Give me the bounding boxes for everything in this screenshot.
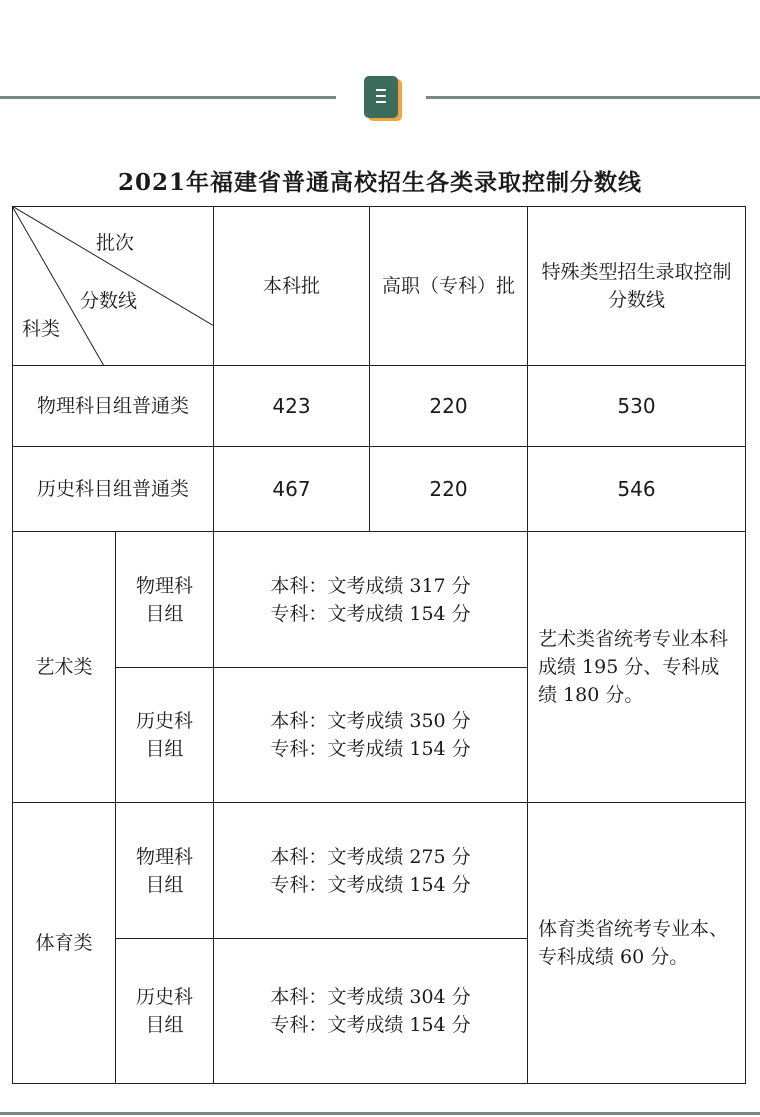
row-history-undergraduate: 467 (213, 446, 370, 532)
row-history-special: 546 (527, 446, 746, 532)
page-title: 2021年福建省普通高校招生各类录取控制分数线 (117, 169, 642, 196)
pe-history-subgroup: 历史科目组 (115, 938, 214, 1084)
art-history-subgroup: 历史科目组 (115, 667, 214, 803)
pe-physics-subgroup: 物理科目组 (115, 802, 214, 939)
pe-physics-vocational-score: 专科：文考成绩 154 分 (270, 873, 471, 896)
decorative-rule-right (426, 96, 760, 99)
decorative-rule-left (0, 96, 336, 99)
art-professional-note: 艺术类省统考专业本科成绩 195 分、专科成绩 180 分。 (527, 531, 746, 803)
art-physics-vocational-score: 专科：文考成绩 154 分 (270, 602, 471, 625)
row-physics-label: 物理科目组普通类 (12, 365, 214, 447)
art-history-vocational-score: 专科：文考成绩 154 分 (270, 738, 471, 760)
pe-history-scores (213, 938, 528, 1084)
header-category-label: 科类 (22, 318, 61, 340)
header-vocational: 高职（专科）批 (369, 206, 528, 366)
row-physics-undergraduate: 423 (213, 365, 370, 447)
row-physics-special: 530 (527, 365, 746, 447)
art-category-label: 艺术类 (12, 531, 116, 803)
art-physics-subgroup: 物理科目组 (115, 531, 214, 668)
pe-history-vocational-score: 专科：文考成绩 154 分 (270, 1014, 471, 1036)
row-history-vocational: 220 (369, 446, 528, 532)
header-special: 特殊类型招生录取控制分数线 (527, 206, 746, 366)
header-batch-label: 批次 (96, 232, 135, 254)
pe-professional-note: 体育类省统考专业本、专科成绩 60 分。 (527, 802, 746, 1084)
art-physics-undergraduate-score: 本科：文考成绩 317 分 (270, 574, 471, 597)
decorative-rule-bottom (0, 1112, 760, 1115)
document-icon (364, 76, 398, 118)
pe-history-undergraduate-score: 本科：文考成绩 304 分 (270, 986, 471, 1008)
pe-category-label: 体育类 (12, 802, 116, 1084)
pe-physics-scores (213, 802, 528, 939)
art-history-scores (213, 667, 528, 803)
row-physics-vocational: 220 (369, 365, 528, 447)
art-physics-scores (213, 531, 528, 668)
row-history-label: 历史科目组普通类 (12, 446, 214, 532)
header-score-label: 分数线 (80, 290, 138, 312)
header-undergraduate: 本科批 (213, 206, 370, 366)
pe-physics-undergraduate-score: 本科：文考成绩 275 分 (270, 845, 471, 868)
art-history-undergraduate-score: 本科：文考成绩 350 分 (270, 710, 471, 732)
